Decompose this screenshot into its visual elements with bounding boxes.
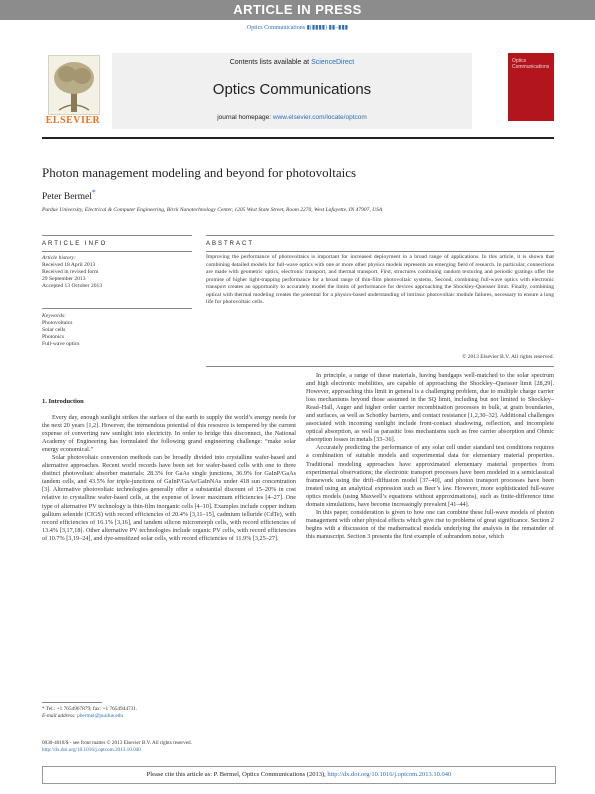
citation-box xyxy=(42,766,556,784)
keywords-divider xyxy=(42,308,192,309)
footnote-email-line xyxy=(42,713,137,720)
keyword: Photovoltaics xyxy=(42,320,73,326)
paragraph: Accurately predicting the performance of any solar cell under standard test conditions requires a combination of suitable models and experimental data for elementary material properties. Traditional modeling approaches have approximated elementary material properties from experimental observations; the electronic transport processes have been modeled in a semiclassical framework using the drift–diffusion model [37–40], and photon transport processes have been treated using an analytical expression such as Beer’s law. However, more sophisticated full-wave optics models (using Maxwell’s equations without approximations), such as finite-difference time domain simulations, have become increasingly prevalent [41–44]. xyxy=(306,444,554,508)
cover-title: Optics Communications xyxy=(512,58,550,70)
abstract-divider xyxy=(206,251,554,252)
left-column xyxy=(42,414,296,543)
elsevier-tree-icon xyxy=(48,55,100,115)
history-item: 29 September 2013 xyxy=(42,276,86,282)
paragraph: Solar photovoltaic conversion methods can be broadly divided into crystalline wafer-based and alternative approaches. Recent world records have been set for wafer-based cells with one to three distinct photovoltaic absorber materials: 28.3% for GaAs single junctions, 36.9% for GaInP/GaAs tandem cells, and 43.5% for triple-junctions of GaInP/GaAs/GaInNAs under 418 sun concentration [3]. Alternative photovoltaic technologies generally offer a substantial discount of 15–20% in cost relative to crystalline wafer-based cells, at the expense of lower maximum efficiencies [4–27]. One type of alternative PV technology is thin-film inorganic cells [4–10]. Examples include copper indium gallium selenide (CIGS) with record efficiencies of 20.4% [3,11–15], cadmium telluride (CdTe), with record efficiencies of 16.1% [3,16], and tandem silicon micromorph cells, with record efficiencies of 13.4% [3,17,18]. Other alternative PV technologies include organic PV cells, with record efficiencies of 10.7% [3,19–24], and dye-sensitized solar cells, with record efficiencies of 11.9% [3,25–27]. xyxy=(42,454,296,542)
sciencedirect-link[interactable]: ScienceDirect xyxy=(311,59,355,66)
article-info-heading: ARTICLE INFO xyxy=(42,241,108,247)
info-divider-top xyxy=(42,235,192,236)
abstract-divider-bottom xyxy=(206,366,554,367)
issn-line: 0030-4018/$ - see front matter © 2013 Elsevier B.V. All rights reserved. xyxy=(42,740,192,746)
abstract-text: Improving the performance of photovoltaics is important for increased deployment in a broad range of applications. In this article, it is shown that combining detailed models for full-wave optics with one or more other physics models represents an emerging field of research. In particular, connections are made with geometric optics, electronic transport, and thermal transport. First, structures combining random texturing and periodic gratings offer the promise of higher light-trapping performance for a broad range of thin-film photovoltaic systems. Second, combining full-wave optics with electronic transport creates an opportunity to accurately model the limits of performance for devices approaching the Shockley-Queisser limit. Finally, combining optical with thermal modeling creates the potential for a physics-based understanding of intrinsic photovoltaic module failures, necessary to ensure a long life for photovoltaic cells. xyxy=(206,254,554,305)
article-title: Photon management modeling and beyond for photovoltaics xyxy=(42,165,357,180)
masthead-divider xyxy=(42,137,554,139)
email-link[interactable]: pbermel@purdue.edu xyxy=(77,713,124,719)
issn-block xyxy=(42,740,192,754)
author-affiliation: Purdue University, Electrical & Computer Engineering, Birck Nanotechnology Center, 1205 West State Street, Room 2270, West Lafayette, IN 47907, USA xyxy=(42,207,383,213)
author-name: Peter Bermel xyxy=(42,192,92,203)
citation-doi-link[interactable]: http://dx.doi.org/10.1016/j.optcom.2013.10.040 xyxy=(327,771,452,778)
doi-link[interactable]: http://dx.doi.org/10.1016/j.optcom.2013.10.040 xyxy=(42,747,141,753)
journal-masthead xyxy=(42,53,554,135)
homepage-link[interactable]: www.elsevier.com/locate/optcom xyxy=(272,114,367,121)
footnote-divider xyxy=(42,702,102,703)
elsevier-logo[interactable] xyxy=(42,53,104,129)
history-item: Accepted 13 October 2013 xyxy=(42,283,103,289)
article-history xyxy=(42,255,102,290)
history-label: Article history: xyxy=(42,255,77,261)
journal-homepage xyxy=(112,114,472,121)
abstract-heading: ABSTRACT xyxy=(206,241,255,247)
homepage-prefix: journal homepage: xyxy=(217,114,273,121)
journal-title: Optics Communications xyxy=(212,81,372,98)
keyword: Solar cells xyxy=(42,327,66,333)
author-line xyxy=(42,188,96,202)
history-item: Received in revised form xyxy=(42,269,99,275)
corresponding-author-link[interactable]: * xyxy=(91,188,96,197)
section-heading-introduction: 1. Introduction xyxy=(42,398,84,405)
info-divider xyxy=(42,251,192,252)
paragraph: In this paper, consideration is given to how one can combine these full-wave models of photon management with other physical effects which give rise to problems of great significance. Section 2 begins with a discussion of the mathematical models underlying the analysis in the remainder of this manuscript. Section 3 presents the first example of subrandom noise, which xyxy=(306,508,554,540)
journal-reference-line: Optics Communications ▮(▮▮▮▮) ▮▮–▮▮▮ xyxy=(246,25,349,31)
right-column xyxy=(306,372,554,541)
keywords-block xyxy=(42,313,79,348)
paragraph: In principle, a range of these materials, having bandgaps well-matched to the solar spectrum and high electronic mobilities, are capable of approaching the Shockley–Queisser limit [28,29]. However, approaching this limit in general is a challenging problem, due to multiple charge carrier loss mechanisms beyond those assumed in the SQ limit, including but not limited to Shockley–Read–Hall, Auger and higher order carrier recombination processes in bulk, at grain boundaries, and surfaces, as well as Schottky barriers, and contact resistance [1,2,30–32]. Additional challenges associated with incoming sunlight include front-contact shadowing, reflection, and incomplete optical absorption, as well as parasitic loss mechanisms such as free carrier absorption and Ohmic absorption losses in metals [33–36]. xyxy=(306,372,554,444)
keyword: Full-wave optics xyxy=(42,341,80,347)
copyright-notice: © 2013 Elsevier B.V. All rights reserved. xyxy=(462,354,554,360)
contents-prefix: Contents lists available at xyxy=(229,59,312,66)
history-item: Received 18 April 2013 xyxy=(42,262,96,268)
journal-header-box xyxy=(112,53,472,129)
keyword: Photonics xyxy=(42,334,65,340)
article-in-press-banner: ARTICLE IN PRESS xyxy=(0,0,595,20)
keywords-label: Keywords: xyxy=(42,313,67,319)
abstract-divider-top xyxy=(206,235,554,236)
paragraph: Every day, enough sunlight strikes the surface of the earth to supply the world’s energy needs for the next 20 years [1,2]. However, the tremendous potential of this resource is tempered by the current expense of converting raw sunlight into electricity. In order to bridge this disconnect, the National Academy of Engineering has formulated the following grand engineering challenge: “make solar energy economical.” xyxy=(42,414,296,454)
footnote-contact: * Tel.: +1 7654967879; fax: +1 7654944731. xyxy=(42,706,138,712)
journal-cover-image[interactable] xyxy=(508,53,554,121)
citation-prefix: Please cite this article as: P. Bermel, Optics Communications (2013), xyxy=(146,771,328,778)
publisher-logo-text: ELSEVIER xyxy=(45,115,101,126)
footnote xyxy=(42,706,137,720)
contents-line xyxy=(112,59,472,66)
email-label: E-mail address: xyxy=(42,713,78,719)
